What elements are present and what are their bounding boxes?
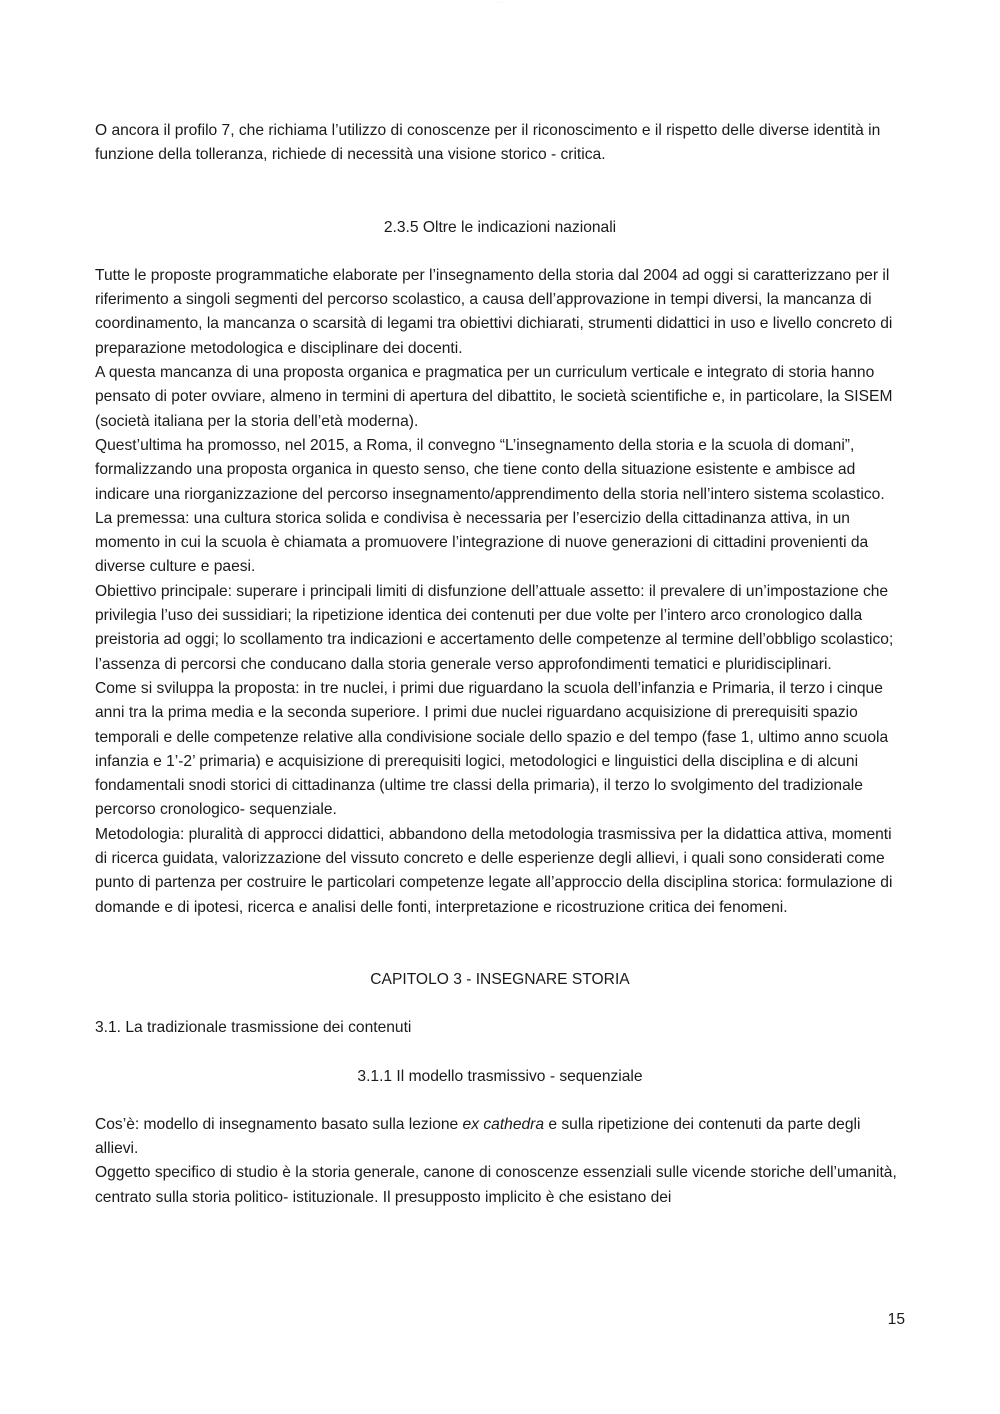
text-span: e sulla ripetizione dei contenuti da parte degli allievi. bbox=[95, 1115, 861, 1158]
paragraph-2: A questa mancanza di una proposta organica e pragmatica per un curriculum verticale e integrato di storia hanno pensato di poter ovviare, almeno in termini di apertura del dibattito, le società scientifiche e, in particolare, la SISEM (società italiana per la storia dell’età moderna). bbox=[95, 364, 893, 430]
paragraph-cos-e bbox=[95, 1113, 905, 1162]
paragraph-7: Metodologia: pluralità di approcci didattici, abbandono della metodologia trasmissiva per la didattica attiva, momenti di ricerca guidata, valorizzazione del vissuto concreto e delle esperienze degli allievi, i quali sono considerati come punto di partenza per costruire le particolari competenze legate all’approccio della disciplina storica: formulazione di domande e di ipotesi, ricerca e analisi delle fonti, interpretazione e ricostruzione critica dei fenomeni. bbox=[95, 825, 893, 916]
text-span: Cos’è: modello di insegnamento basato sulla lezione bbox=[95, 1115, 463, 1133]
intro-paragraph: O ancora il profilo 7, che richiama l’utilizzo di conoscenze per il riconoscimento e il rispetto delle diverse identità in funzione della tolleranza, richiede di necessità una visione storico - critica. bbox=[95, 122, 881, 164]
paragraph-4: La premessa: una cultura storica solida e condivisa è necessaria per l’esercizio della cittadinanza attiva, in un momento in cui la scuola è chiamata a promuovere l’integrazione di nuove generazioni di cittadini provenienti da diverse culture e paesi. bbox=[95, 509, 869, 576]
section-body bbox=[95, 264, 905, 920]
page-content bbox=[95, 119, 905, 1210]
subsubsection-body bbox=[95, 1113, 905, 1210]
paragraph-6: Come si sviluppa la proposta: in tre nuclei, i primi due riguardano la scuola dell’infanzia e Primaria, il terzo i cinque anni tra la prima media e la seconda superiore. I primi due nuclei riguardano acquisizione di prerequisiti spazio temporali e delle competenze relative alla condivisione sociale dello spazio e del tempo (fase 1, ultimo anno scuola infanzia e 1’-2’ primaria) e acquisizione di prerequisiti logici, metodologici e linguistici della disciplina e di alcuni fondamentali snodi storici di cittadinanza (ultime tre classi della primaria), il terzo lo svolgimento del tradizionale percorso cronologico- sequenziale. bbox=[95, 679, 889, 819]
header-mark: ······· bbox=[496, 0, 504, 4]
italic-term: ex cathedra bbox=[462, 1115, 545, 1133]
subsubsection-title: 3.1.1 Il modello trasmissivo - sequenziale bbox=[357, 1067, 643, 1085]
paragraph-3: Quest’ultima ha promosso, nel 2015, a Roma, il convegno “L’insegnamento della storia e la scuola di domani”, formalizzando una proposta organica in questo senso, che tiene conto della situazione esistente e ambisce ad indicare una riorganizzazione del percorso insegnamento/apprendimento della storia nell’intero sistema scolastico. bbox=[95, 436, 885, 503]
paragraph-1: Tutte le proposte programmatiche elaborate per l’insegnamento della storia dal 2004 ad oggi si caratterizzano per il riferimento a singoli segmenti del percorso scolastico, a causa dell’approvazione in tempi diversi, la mancanza di coordinamento, la mancanza o scarsità di legami tra obiettivi dichiarati, strumenti didattici in uso e livello concreto di preparazione metodologica e disciplinare dei docenti. bbox=[95, 266, 893, 357]
page-number: 15 bbox=[887, 1311, 905, 1328]
chapter-title: CAPITOLO 3 - INSEGNARE STORIA bbox=[370, 970, 630, 988]
section-title: 2.3.5 Oltre le indicazioni nazionali bbox=[383, 218, 617, 236]
paragraph-oggetto: Oggetto specifico di studio è la storia generale, canone di conoscenze essenziali sulle vicende storiche dell’umanità, centrato sulla storia politico- istituzionale. Il presupposto implicito è che esistano dei bbox=[95, 1164, 897, 1206]
subsection-title: 3.1. La tradizionale trasmissione dei contenuti bbox=[95, 1019, 412, 1037]
paragraph-5: Obiettivo principale: superare i principali limiti di disfunzione dell’attuale assetto: il prevalere di un’impostazione che privilegia l’uso dei sussidiari; la ripetizione identica dei contenuti per due volte per l’intero arco cronologico dalla preistoria ad oggi; lo scollamento tra indicazioni e accertamento delle competenze al termine dell’obbligo scolastico; l’assenza di percorsi che conducano dalla storia generale verso approfondimenti tematici e pluridisciplinari. bbox=[95, 582, 894, 673]
